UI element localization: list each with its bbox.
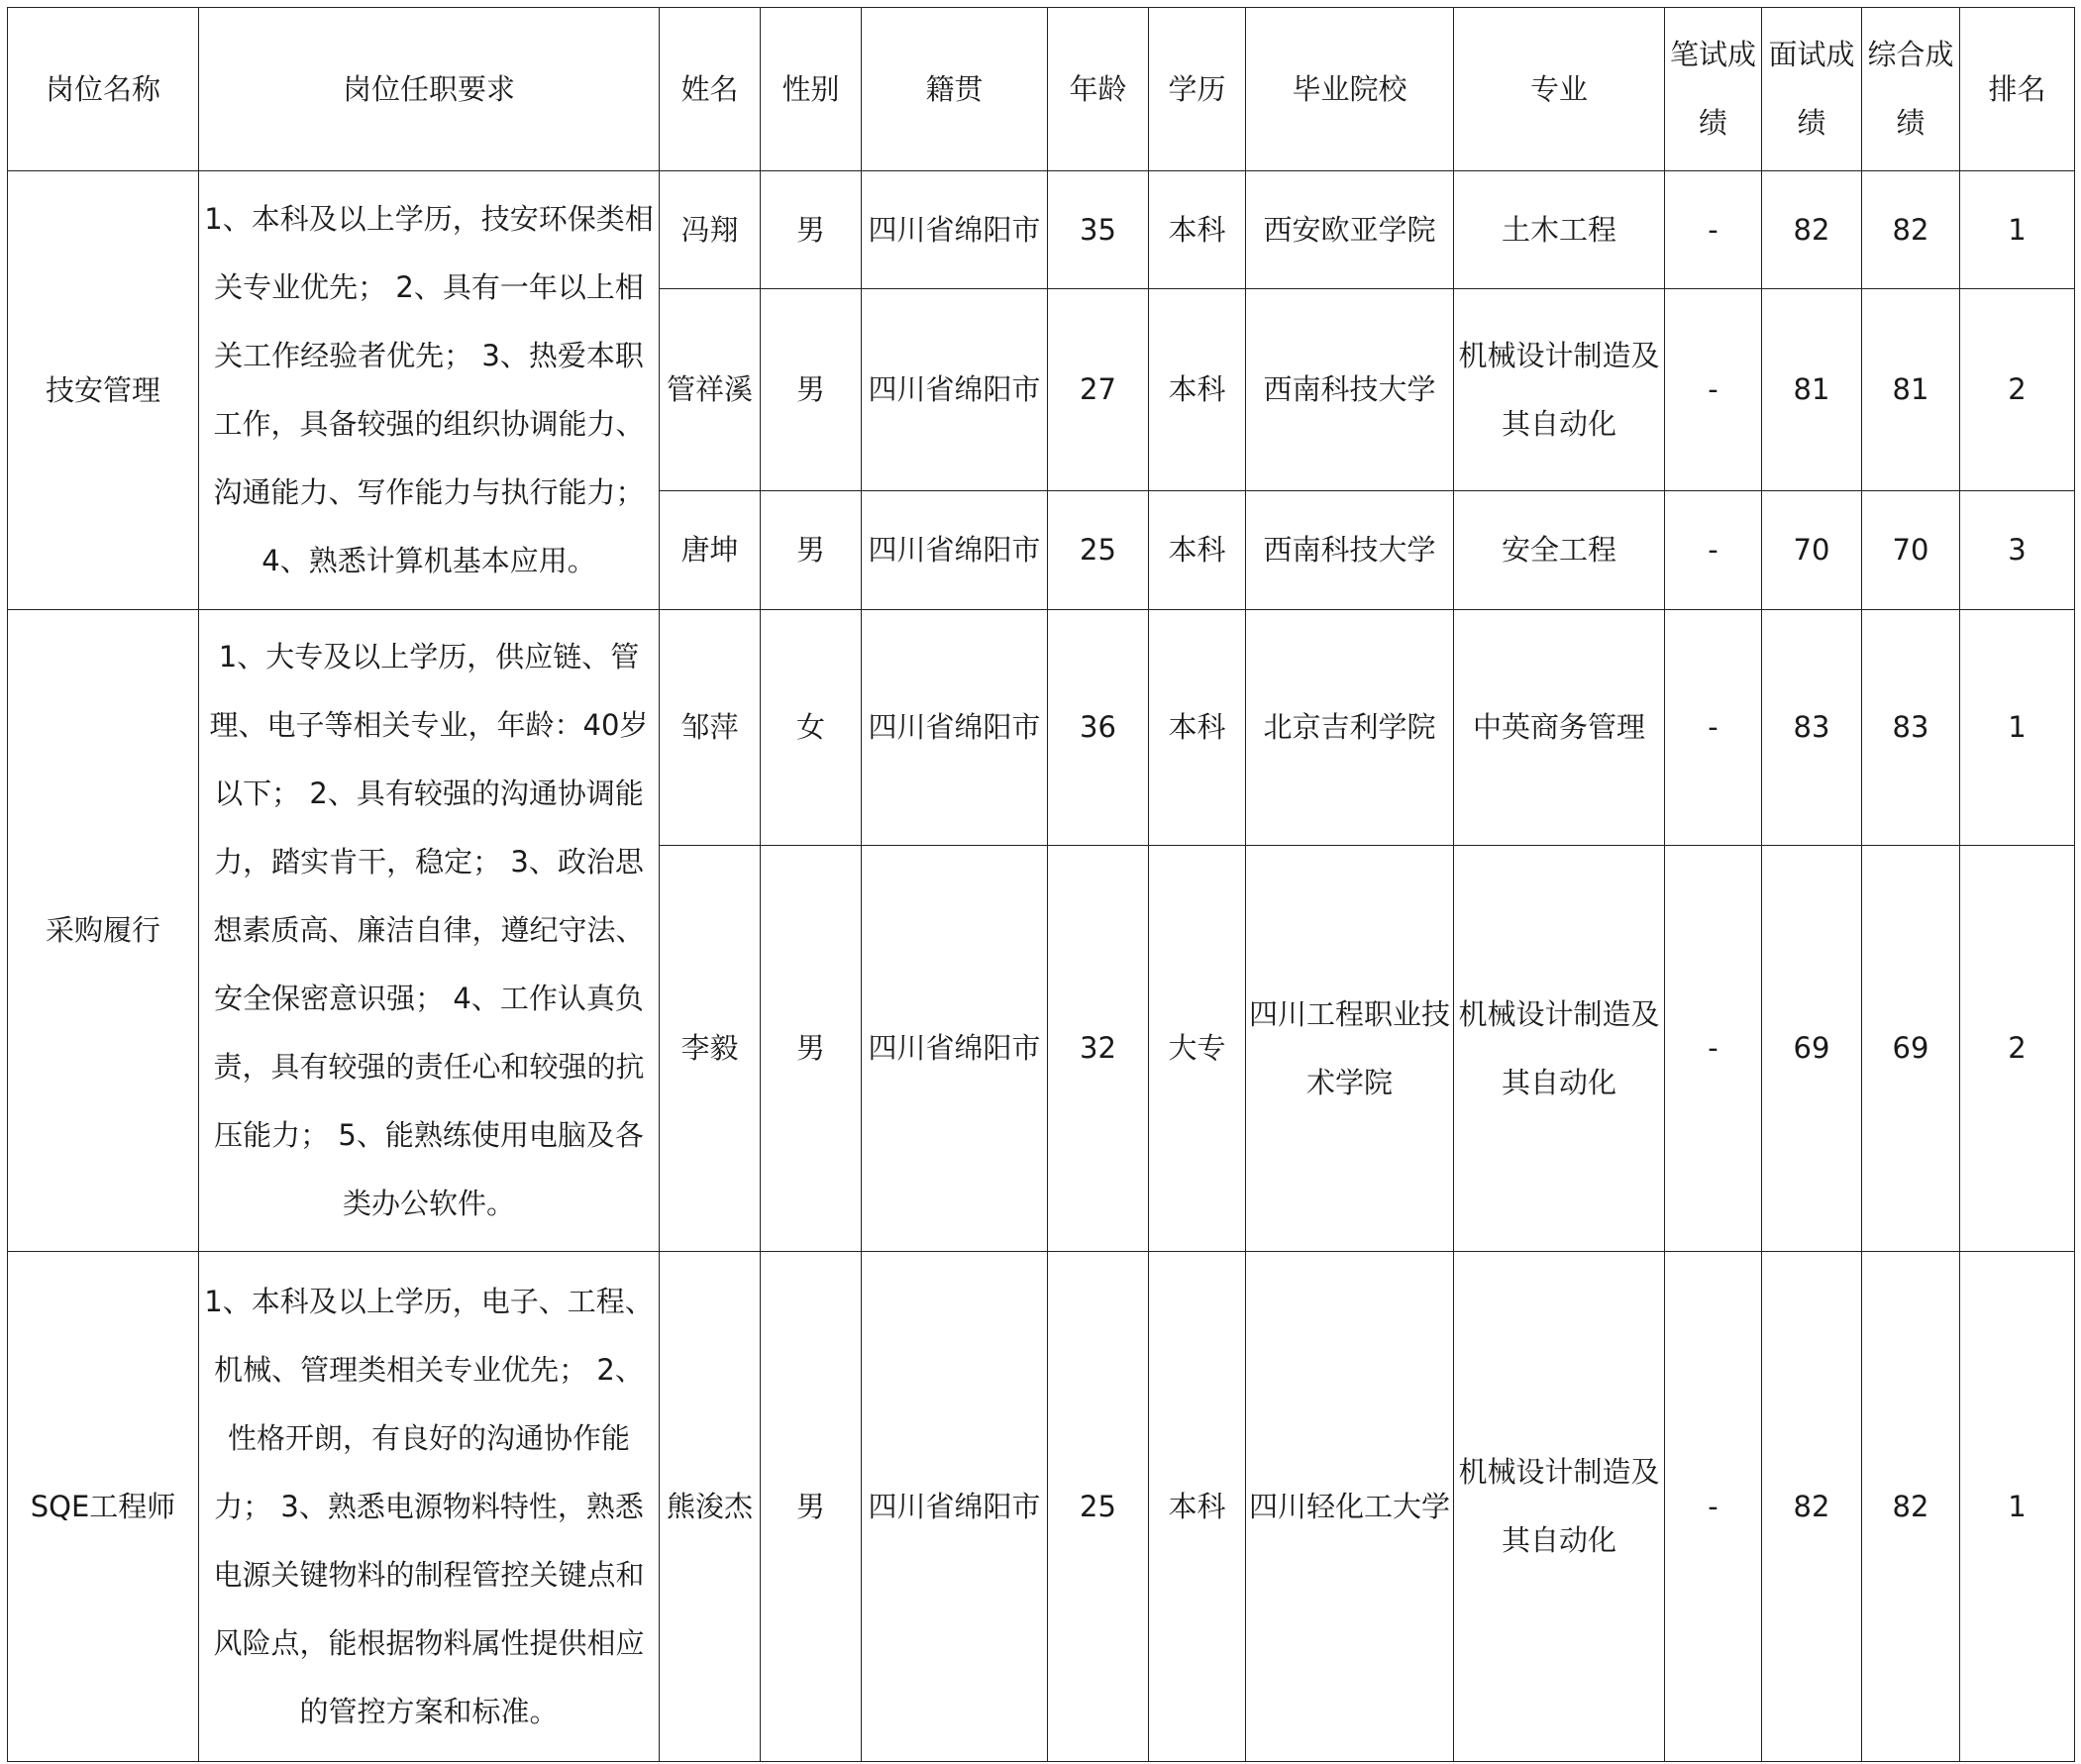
age-cell: 35: [1048, 171, 1149, 289]
major-cell: 安全工程: [1454, 491, 1665, 610]
requirements-cell: 1、本科及以上学历，技安环保类相关专业优先； 2、具有一年以上相关工作经验者优先； 3、热爱本职工作，具备较强的组织协调能力、沟通能力、写作能力与执行能力； 4、熟悉计算机基本应用。: [199, 171, 660, 610]
requirements-cell: 1、大专及以上学历，供应链、管理、电子等相关专业，年龄：40岁以下； 2、具有较强的沟通协调能力，踏实肯干，稳定； 3、政治思想素质高、廉洁自律，遵纪守法、安全保密意识强； 4、工作认真负责，具有较强的责任心和较强的抗压能力； 5、能熟练使用电脑及各类办公软件。: [199, 610, 660, 1252]
school-cell: 四川轻化工大学: [1246, 1252, 1454, 1762]
table-row: [8, 171, 2075, 289]
major-cell: 机械设计制造及其自动化: [1454, 289, 1665, 491]
interview-cell: 83: [1762, 610, 1862, 846]
gender-cell: 男: [761, 289, 862, 491]
name-cell: 管祥溪: [660, 289, 761, 491]
age-cell: 32: [1048, 846, 1149, 1252]
header-major: 专业: [1454, 8, 1665, 171]
overall-cell: 83: [1862, 610, 1960, 846]
overall-cell: 82: [1862, 1252, 1960, 1762]
education-cell: 本科: [1149, 491, 1246, 610]
position-cell: SQE工程师: [8, 1252, 199, 1762]
rank-cell: 1: [1960, 1252, 2075, 1762]
header-position: 岗位名称: [8, 8, 199, 171]
origin-cell: 四川省绵阳市: [862, 610, 1048, 846]
origin-cell: 四川省绵阳市: [862, 289, 1048, 491]
header-row: [8, 8, 2075, 171]
name-cell: 邹萍: [660, 610, 761, 846]
school-cell: 西南科技大学: [1246, 289, 1454, 491]
major-cell: 土木工程: [1454, 171, 1665, 289]
name-cell: 冯翔: [660, 171, 761, 289]
name-cell: 李毅: [660, 846, 761, 1252]
rank-cell: 1: [1960, 610, 2075, 846]
overall-cell: 82: [1862, 171, 1960, 289]
school-cell: 北京吉利学院: [1246, 610, 1454, 846]
education-cell: 本科: [1149, 1252, 1246, 1762]
major-cell: 机械设计制造及其自动化: [1454, 846, 1665, 1252]
gender-cell: 女: [761, 610, 862, 846]
gender-cell: 男: [761, 171, 862, 289]
header-interview: 面试成绩: [1762, 8, 1862, 171]
interview-cell: 69: [1762, 846, 1862, 1252]
education-cell: 大专: [1149, 846, 1246, 1252]
school-cell: 西安欧亚学院: [1246, 171, 1454, 289]
written-cell: -: [1665, 289, 1762, 491]
table-row: [8, 1252, 2075, 1762]
gender-cell: 男: [761, 846, 862, 1252]
education-cell: 本科: [1149, 610, 1246, 846]
header-rank: 排名: [1960, 8, 2075, 171]
origin-cell: 四川省绵阳市: [862, 1252, 1048, 1762]
header-requirements: 岗位任职要求: [199, 8, 660, 171]
header-name: 姓名: [660, 8, 761, 171]
header-school: 毕业院校: [1246, 8, 1454, 171]
position-cell: 采购履行: [8, 610, 199, 1252]
education-cell: 本科: [1149, 171, 1246, 289]
header-origin: 籍贯: [862, 8, 1048, 171]
major-cell: 中英商务管理: [1454, 610, 1665, 846]
header-age: 年龄: [1048, 8, 1149, 171]
gender-cell: 男: [761, 491, 862, 610]
rank-cell: 2: [1960, 289, 2075, 491]
overall-cell: 70: [1862, 491, 1960, 610]
name-cell: 熊浚杰: [660, 1252, 761, 1762]
rank-cell: 2: [1960, 846, 2075, 1252]
school-cell: 西南科技大学: [1246, 491, 1454, 610]
age-cell: 25: [1048, 1252, 1149, 1762]
name-cell: 唐坤: [660, 491, 761, 610]
interview-cell: 82: [1762, 1252, 1862, 1762]
results-table: [7, 7, 2075, 1762]
written-cell: -: [1665, 610, 1762, 846]
header-gender: 性别: [761, 8, 862, 171]
age-cell: 36: [1048, 610, 1149, 846]
origin-cell: 四川省绵阳市: [862, 171, 1048, 289]
overall-cell: 69: [1862, 846, 1960, 1252]
origin-cell: 四川省绵阳市: [862, 491, 1048, 610]
written-cell: -: [1665, 1252, 1762, 1762]
age-cell: 25: [1048, 491, 1149, 610]
requirements-cell: 1、本科及以上学历，电子、工程、机械、管理类相关专业优先； 2、性格开朗，有良好的沟通协作能力； 3、熟悉电源物料特性，熟悉电源关键物料的制程管控关键点和风险点，能根据物料属性提供相应的管控方案和标准。: [199, 1252, 660, 1762]
age-cell: 27: [1048, 289, 1149, 491]
education-cell: 本科: [1149, 289, 1246, 491]
interview-cell: 81: [1762, 289, 1862, 491]
gender-cell: 男: [761, 1252, 862, 1762]
interview-cell: 82: [1762, 171, 1862, 289]
interview-cell: 70: [1762, 491, 1862, 610]
overall-cell: 81: [1862, 289, 1960, 491]
rank-cell: 1: [1960, 171, 2075, 289]
written-cell: -: [1665, 491, 1762, 610]
written-cell: -: [1665, 846, 1762, 1252]
school-cell: 四川工程职业技术学院: [1246, 846, 1454, 1252]
major-cell: 机械设计制造及其自动化: [1454, 1252, 1665, 1762]
rank-cell: 3: [1960, 491, 2075, 610]
written-cell: -: [1665, 171, 1762, 289]
table-row: [8, 610, 2075, 846]
origin-cell: 四川省绵阳市: [862, 846, 1048, 1252]
header-written: 笔试成绩: [1665, 8, 1762, 171]
header-overall: 综合成绩: [1862, 8, 1960, 171]
position-cell: 技安管理: [8, 171, 199, 610]
header-education: 学历: [1149, 8, 1246, 171]
